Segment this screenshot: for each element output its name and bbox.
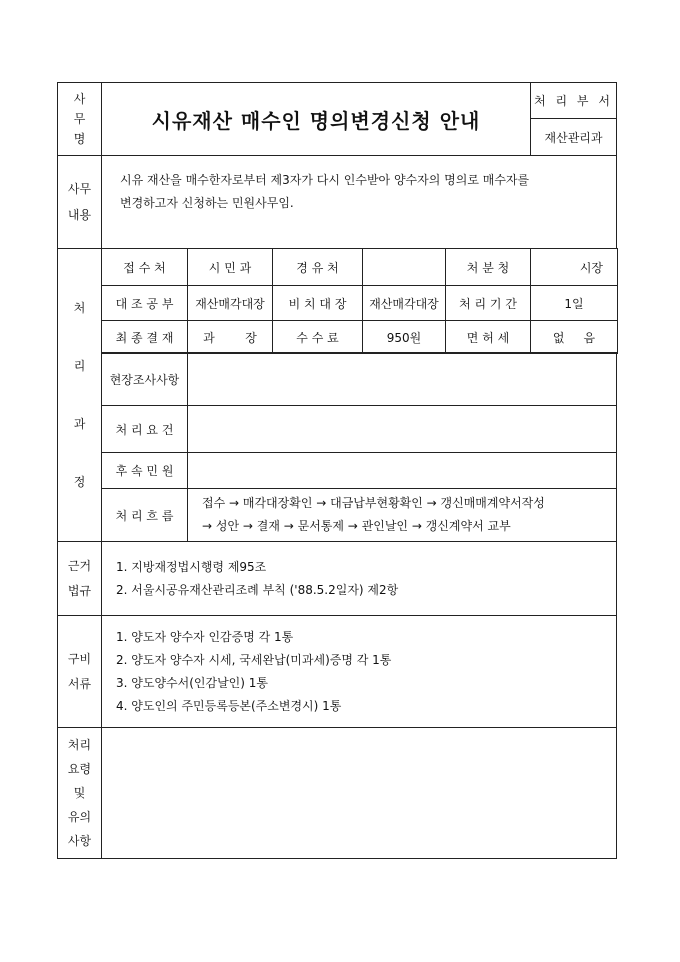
process-field-label: 최 종 결 재 bbox=[101, 320, 188, 354]
process-field-label: 대 조 공 부 bbox=[101, 285, 188, 321]
description-label bbox=[57, 155, 102, 249]
process-field-label: 경 유 처 bbox=[272, 248, 363, 286]
process-label bbox=[57, 248, 102, 542]
text-line: 변경하고자 신청하는 민원사무임. bbox=[120, 196, 294, 210]
label-line: 요령 bbox=[67, 762, 92, 776]
process-field-label: 비 치 대 장 bbox=[272, 285, 363, 321]
dept-label: 처 리 부 서 bbox=[530, 82, 617, 119]
basis-list bbox=[101, 541, 617, 616]
label-line: 유의 bbox=[67, 810, 92, 824]
documents-list bbox=[101, 615, 617, 728]
label-line: 근거 bbox=[67, 558, 92, 573]
notes-label bbox=[57, 727, 102, 859]
process-field-label: 처 분 청 bbox=[445, 248, 531, 286]
service-name-label bbox=[57, 82, 102, 156]
process-field-value: 과 장 bbox=[187, 320, 273, 354]
process-field-label: 접 수 처 bbox=[101, 248, 188, 286]
process-field-label: 수 수 료 bbox=[272, 320, 363, 354]
flow-line: → 성안 → 결재 → 문서통제 → 관인날인 → 갱신계약서 교부 bbox=[202, 519, 511, 533]
page-title: 시유재산 매수인 명의변경신청 안내 bbox=[101, 82, 531, 156]
process-field-value: 시 민 과 bbox=[187, 248, 273, 286]
label-line: 구비 bbox=[67, 651, 92, 666]
basis-label bbox=[57, 541, 102, 616]
label-line: 법규 bbox=[67, 583, 92, 598]
label-char: 명 bbox=[73, 132, 86, 146]
text-line: 시유 재산을 매수한자로부터 제3자가 다시 인수받아 양수자의 명의로 매수자를 bbox=[120, 173, 530, 187]
label-line: 사무 bbox=[67, 182, 92, 196]
label-line: 사항 bbox=[67, 834, 92, 848]
dept-value: 재산관리과 bbox=[530, 118, 617, 156]
document-item: 4. 양도인의 주민등록등본(주소변경시) 1통 bbox=[116, 698, 342, 713]
label-char: 사 bbox=[73, 92, 86, 106]
document-item: 1. 양도자 양수자 인감증명 각 1통 bbox=[116, 629, 294, 644]
label-char: 정 bbox=[73, 475, 86, 489]
basis-item: 1. 지방재정법시행령 제95조 bbox=[116, 559, 267, 574]
flow-label: 처 리 흐 름 bbox=[101, 488, 188, 542]
basis-item: 2. 서울시공유재산관리조례 부칙 ('88.5.2일자) 제2항 bbox=[116, 582, 399, 597]
notes-value bbox=[101, 727, 617, 859]
label-char: 리 bbox=[73, 359, 86, 373]
followup-value bbox=[187, 452, 617, 489]
requirements-value bbox=[187, 405, 617, 453]
label-char: 처 bbox=[73, 301, 86, 315]
process-field-value: 없 음 bbox=[530, 320, 618, 354]
site-survey-value bbox=[187, 352, 617, 406]
document-item: 3. 양도양수서(인감날인) 1통 bbox=[116, 675, 268, 690]
process-flow bbox=[187, 488, 617, 542]
process-field-value: 재산매각대장 bbox=[187, 285, 273, 321]
documents-label bbox=[57, 615, 102, 728]
process-field-label: 처 리 기 간 bbox=[445, 285, 531, 321]
document-item: 2. 양도자 양수자 시세, 국세완납(미과세)증명 각 1통 bbox=[116, 652, 392, 667]
process-field-value: 950원 bbox=[362, 320, 446, 354]
site-survey-label: 현장조사사항 bbox=[101, 352, 188, 406]
followup-label: 후 속 민 원 bbox=[101, 452, 188, 489]
requirements-label: 처 리 요 건 bbox=[101, 405, 188, 453]
label-char: 무 bbox=[73, 112, 86, 126]
label-line: 처리 bbox=[67, 738, 92, 752]
label-line: 및 bbox=[73, 786, 86, 800]
process-field-value bbox=[362, 248, 446, 286]
process-field-label: 면 허 세 bbox=[445, 320, 531, 354]
description-text bbox=[101, 155, 617, 249]
label-char: 과 bbox=[73, 417, 86, 431]
process-field-value: 재산매각대장 bbox=[362, 285, 446, 321]
process-field-value: 시장 bbox=[530, 248, 618, 286]
label-line: 서류 bbox=[67, 676, 92, 691]
process-field-value: 1일 bbox=[530, 285, 618, 321]
flow-line: 접수 → 매각대장확인 → 대금납부현황확인 → 갱신매매계약서작성 bbox=[202, 496, 545, 510]
label-line: 내용 bbox=[67, 208, 92, 222]
